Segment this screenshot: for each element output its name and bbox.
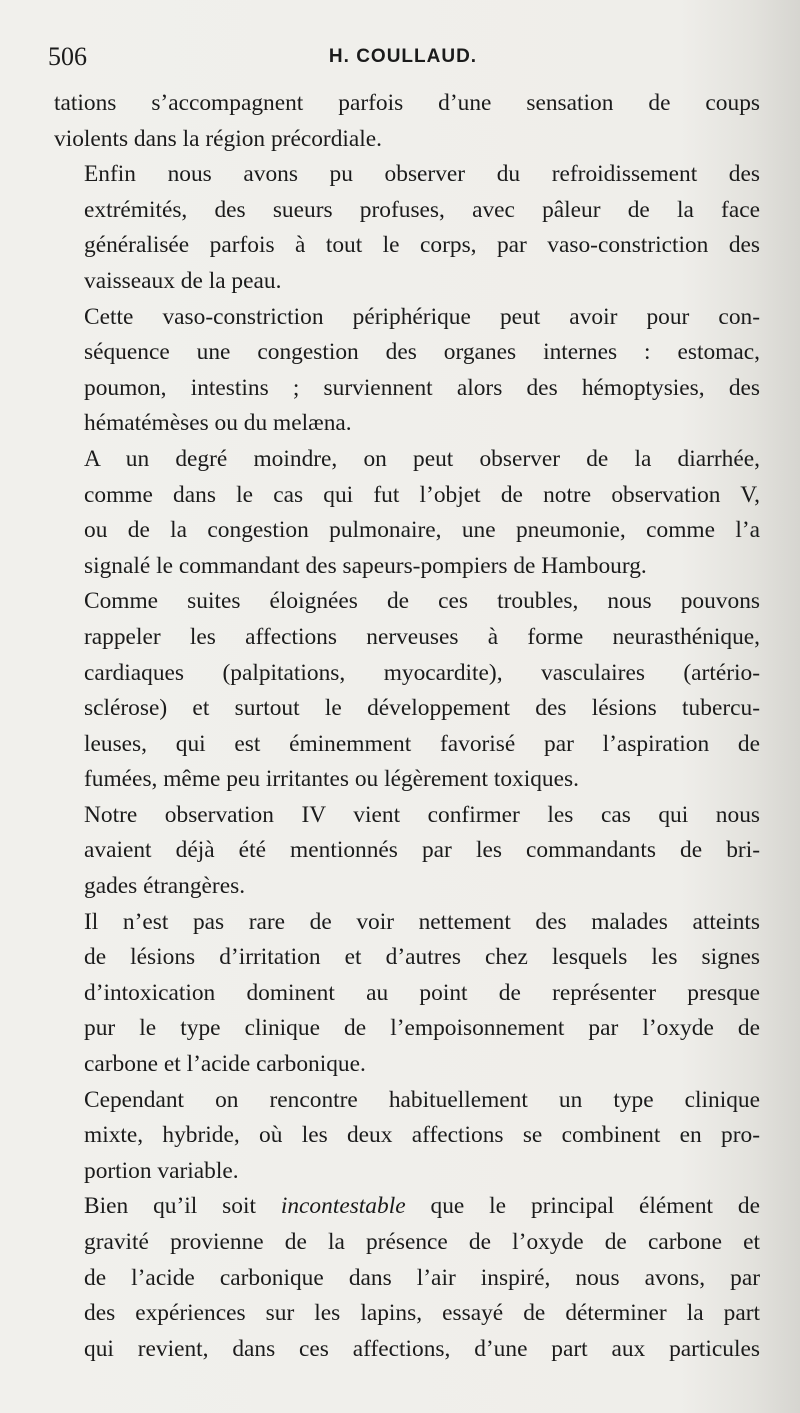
paragraph (54, 86, 760, 157)
paragraph (54, 584, 760, 798)
text-line: Cette vaso-constriction périphérique peut avoir pour con- (84, 303, 760, 330)
page-number: 506 (48, 42, 87, 71)
text-line: fumées, même peu irritantes ou légèrement toxiques. (84, 766, 579, 793)
text-line: ou de la congestion pulmonaire, une pneumonie, comme l’a (84, 517, 760, 544)
text-line: A un degré moindre, on peut observer de la diarrhée, (84, 445, 760, 472)
paragraph (54, 798, 760, 905)
text-line: sclérose) et surtout le développement des lésions tubercu- (84, 695, 760, 722)
text-line: hématémèses ou du melæna. (84, 410, 352, 437)
text-line: violents dans la région précordiale. (54, 125, 383, 152)
text-line: Bien qu’il soit incontestable que le principal élément de (84, 1193, 760, 1220)
text-line: gades étrangères. (84, 873, 246, 900)
text-line: Cependant on rencontre habituellement un type clinique (84, 1086, 760, 1113)
paragraph (54, 300, 760, 442)
running-head: H. COULLAUD. (328, 46, 478, 67)
paragraph (54, 905, 760, 1083)
text-line: pur le type clinique de l’empoisonnement par l’oxyde de (84, 1015, 760, 1042)
text-line: tations s’accompagnent parfois d’une sensation de coups (54, 90, 760, 116)
text-line: mixte, hybride, où les deux affections se combinent en pro- (84, 1122, 760, 1149)
text-line: signalé le commandant des sapeurs-pompiers de Hambourg. (84, 552, 647, 579)
text-line: d’intoxication dominent au point de représenter presque (84, 979, 760, 1006)
paragraph (54, 442, 760, 584)
text-line: poumon, intestins ; surviennent alors des hémoptysies, des (84, 374, 760, 401)
text-line: séquence une congestion des organes internes : estomac, (84, 339, 760, 366)
text-line: de l’acide carbonique dans l’air inspiré, nous avons, par (84, 1264, 760, 1291)
text-line: des expériences sur les lapins, essayé de déterminer la part (84, 1300, 760, 1327)
text-line: généralisée parfois à tout le corps, par vaso-constriction des (84, 232, 760, 259)
text-line: rappeler les affections nerveuses à forme neurasthénique, (84, 623, 760, 650)
body-text (54, 86, 760, 1367)
text-line: carbone et l’acide carbonique. (84, 1051, 366, 1078)
text-line: Il n’est pas rare de voir nettement des malades atteints (84, 908, 760, 935)
text-line: leuses, qui est éminemment favorisé par l’aspiration de (84, 730, 760, 757)
text-line: avaient déjà été mentionnés par les commandants de bri- (84, 837, 760, 864)
text-line: Enfin nous avons pu observer du refroidissement des (84, 161, 760, 188)
text-line: vaisseaux de la peau. (84, 267, 282, 294)
text-line: qui revient, dans ces affections, d’une part aux particules (84, 1335, 760, 1362)
text-line: comme dans le cas qui fut l’objet de notre observation V, (84, 481, 760, 508)
text-line: de lésions d’irritation et d’autres chez lesquels les signes (84, 944, 760, 971)
text-line: cardiaques (palpitations, myocardite), vasculaires (artério- (84, 659, 760, 686)
paragraph (54, 1189, 760, 1367)
text-line: extrémités, des sueurs profuses, avec pâleur de la face (84, 196, 760, 223)
paragraph (54, 1083, 760, 1190)
paragraph (54, 157, 760, 299)
text-line: gravité provienne de la présence de l’oxyde de carbone et (84, 1229, 760, 1255)
text-line: portion variable. (84, 1157, 239, 1184)
emphasis: incontestable (280, 1193, 406, 1220)
text-line: Comme suites éloignées de ces troubles, nous pouvons (84, 588, 760, 615)
text-line: Notre observation IV vient confirmer les cas qui nous (84, 801, 760, 828)
page-header (48, 42, 758, 82)
